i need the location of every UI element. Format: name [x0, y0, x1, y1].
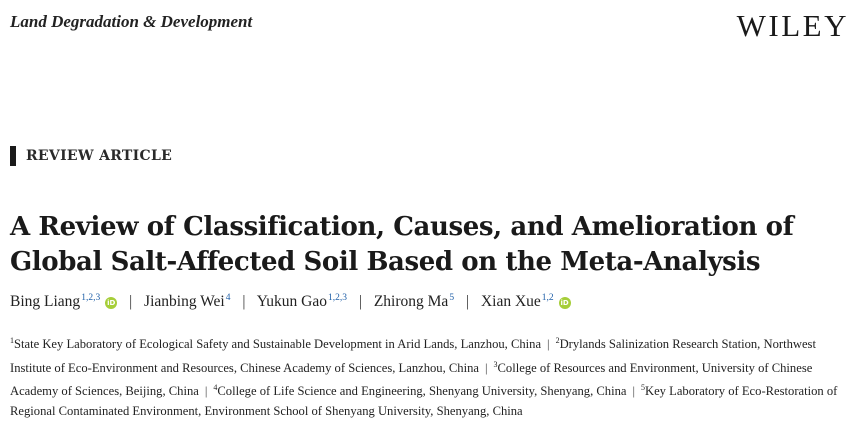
orcid-icon[interactable]: iD [107, 299, 116, 307]
affiliation-text: College of Life Science and Engineering, Shenyang University, Shenyang, China [217, 384, 627, 398]
article-type-label: REVIEW ARTICLE [26, 148, 173, 164]
affiliation-separator: | [632, 384, 635, 398]
article-type-bar [10, 146, 16, 166]
author-affiliation-sup: 5 [449, 293, 455, 303]
author-separator: | [465, 293, 470, 310]
affiliation-sup: 1 [10, 336, 14, 345]
affiliation-text: Key Laboratory of Eco-Restoration of Regional Contaminated Environment, Environment School of Shenyang University, Shenyang, China [10, 384, 838, 418]
affiliation-separator: | [204, 384, 208, 398]
affiliations [10, 331, 855, 421]
affiliation-separator: | [547, 337, 550, 351]
affiliation-sup: 4 [213, 383, 218, 392]
publisher-logo[interactable]: WILEY [736, 8, 849, 43]
author-name[interactable]: Yukun Gao [256, 293, 327, 310]
author-affiliation-sup: 1,2,3 [327, 293, 347, 303]
author-list [10, 293, 571, 311]
article-title: A Review of Classification, Causes, and Amelioration of Global Salt-Affected Soil Based on the Meta-Analysis [10, 212, 794, 277]
affiliation-sup: 3 [493, 359, 498, 369]
author-name[interactable]: Zhirong Ma [373, 293, 449, 310]
journal-name[interactable]: Land Degradation & Development [10, 12, 253, 31]
author-name[interactable]: Xian Xue [480, 293, 541, 310]
author-affiliation-sup: 4 [225, 293, 231, 303]
author-affiliation-sup: 1,2,3 [81, 293, 101, 303]
orcid-icon[interactable]: iD [560, 299, 569, 307]
article-type [10, 146, 172, 166]
affiliation-sup: 2 [555, 336, 560, 345]
affiliation-text: College of Resources and Environment, University of Chinese Academy of Sciences, Beijing, China [10, 360, 813, 398]
author-separator: | [358, 293, 362, 310]
author-separator: | [129, 293, 133, 310]
author-name[interactable]: Jianbing Wei [144, 293, 225, 310]
affiliation-text: Drylands Salinization Research Station, Northwest Institute of Eco-Environment and Resources, Chinese Academy of Sciences, Lanzhou, China [10, 337, 816, 375]
affiliation-separator: | [485, 360, 488, 375]
author-name[interactable]: Bing Liang [10, 293, 81, 310]
affiliation-text: State Key Laboratory of Ecological Safety and Sustainable Development in Arid Lands, Lanzhou, China [14, 337, 542, 351]
author-separator: | [242, 293, 246, 310]
author-affiliation-sup: 1,2 [541, 293, 554, 303]
affiliation-sup: 5 [641, 383, 645, 392]
